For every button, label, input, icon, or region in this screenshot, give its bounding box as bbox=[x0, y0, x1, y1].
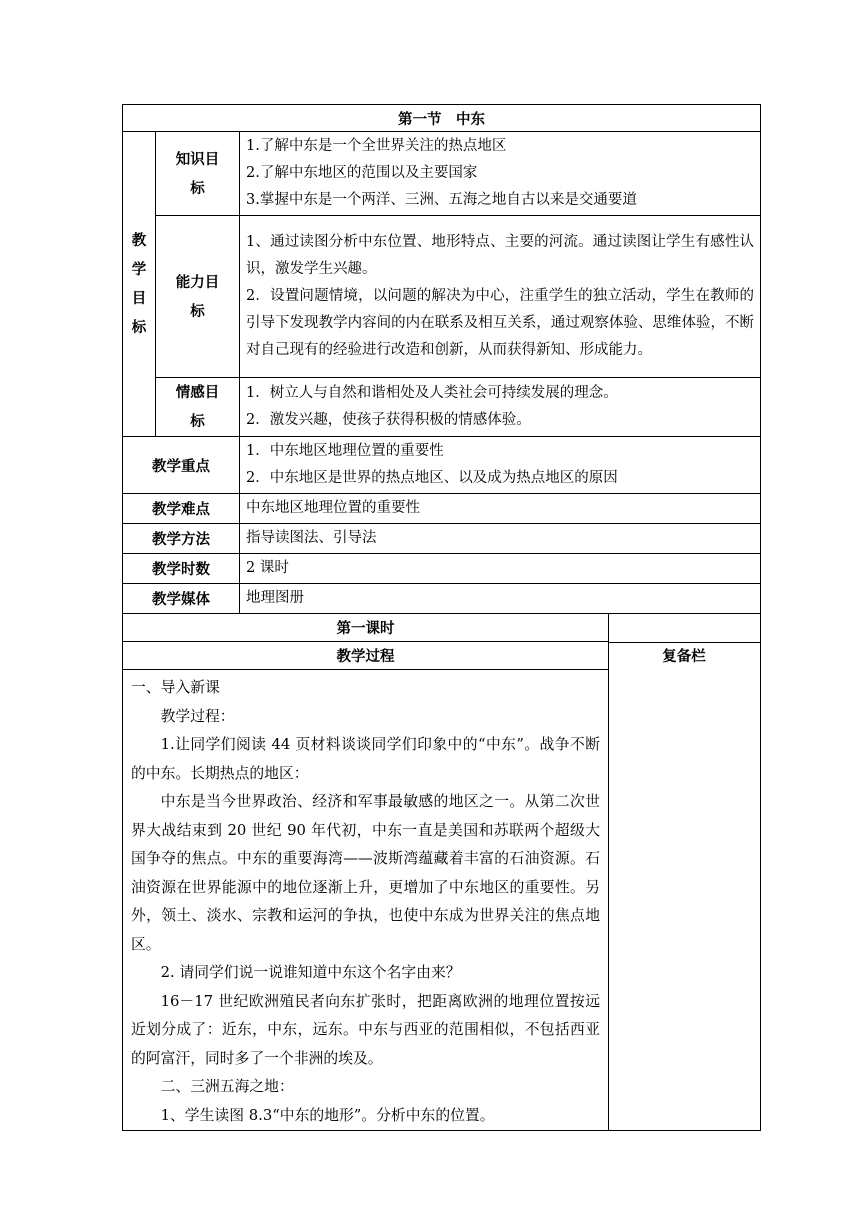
emotion-goal-content bbox=[240, 378, 761, 437]
key-points-label: 教学重点 bbox=[123, 437, 240, 494]
list-item: 1．树立人与自然和谐相处及人类社会可持续发展的理念。 bbox=[246, 385, 618, 401]
lesson-plan-table bbox=[122, 104, 761, 1131]
process-paragraph: 1、学生读图 8.3“中东的地形”。分析中东的位置。 bbox=[160, 1106, 495, 1124]
media-label: 教学媒体 bbox=[123, 584, 240, 614]
media-value: 地理图册 bbox=[240, 584, 761, 614]
list-item: 2.了解中东地区的范围以及主要国家 bbox=[246, 165, 478, 181]
process-header: 教学过程 bbox=[123, 642, 609, 670]
process-paragraph: 2. 请同学们说一说谁知道中东这个名字由来？ bbox=[160, 964, 461, 981]
process-paragraph: 1.让同学们阅读 44 页材料谈谈同学们印象中的“中东”。战争不断的中东。长期热点的地区： bbox=[131, 736, 600, 782]
process-paragraph: 一、导入新课 bbox=[131, 679, 220, 696]
goals-group-label: 教 学 目 标 bbox=[123, 132, 156, 437]
page-title: 第一节 中东 bbox=[123, 105, 761, 132]
list-item: 1.了解中东是一个全世界关注的热点地区 bbox=[246, 138, 507, 154]
list-item: 1、通过读图分析中东位置、地形特点、主要的河流。通过读图让学生有感性认识，激发学生兴趣。 bbox=[246, 234, 754, 277]
hours-label: 教学时数 bbox=[123, 554, 240, 584]
list-item: 2．激发兴趣，使孩子获得积极的情感体验。 bbox=[246, 412, 531, 428]
process-paragraph: 16－17 世纪欧洲殖民者向东扩张时，把距离欧洲的地理位置按远近划分成了：近东，中东，远东。中东与西亚的范围相似，不包括西亚的阿富汗，同时多了一个非洲的埃及。 bbox=[131, 992, 600, 1067]
key-points-content bbox=[240, 437, 761, 494]
hours-value: 2 课时 bbox=[240, 554, 761, 584]
ability-goal-label: 能力目 标 bbox=[156, 216, 240, 378]
difficulty-label: 教学难点 bbox=[123, 494, 240, 524]
process-paragraph: 二、三洲五海之地： bbox=[160, 1078, 294, 1095]
process-paragraph: 中东是当今世界政治、经济和军事最敏感的地区之一。从第二次世界大战结束到 20 世纪 90 年代初，中东一直是美国和苏联两个超级大国争夺的焦点。中东的重要海湾——波斯湾蕴藏着丰富的石油资源。石油资源在世界能源中的地位逐渐上升，更增加了中东地区的重要性。另外，领土、淡水、宗教和运河的争执，也使中东成为世界关注的焦点地区。 bbox=[131, 793, 600, 953]
list-item: 2．设置问题情境，以问题的解决为中心，注重学生的独立活动，学生在教师的引导下发现教学内容间的内在联系及相互关系，通过观察体验、思维体验，不断对自己现有的经验进行改造和创新，从而获得新知、形成能力。 bbox=[246, 288, 754, 358]
review-column bbox=[609, 614, 761, 1131]
knowledge-goal-content bbox=[240, 132, 761, 216]
process-paragraph: 教学过程： bbox=[160, 707, 235, 725]
emotion-goal-label: 情感目 标 bbox=[156, 378, 240, 437]
list-item: 2．中东地区是世界的热点地区、以及成为热点地区的原因 bbox=[246, 470, 618, 486]
review-header: 复备栏 bbox=[608, 642, 760, 671]
list-item: 1．中东地区地理位置的重要性 bbox=[246, 443, 444, 459]
method-label: 教学方法 bbox=[123, 524, 240, 554]
list-item: 3.掌握中东是一个两洋、三洲、五海之地自古以来是交通要道 bbox=[246, 192, 637, 208]
difficulty-value: 中东地区地理位置的重要性 bbox=[240, 494, 761, 524]
process-content bbox=[123, 670, 609, 1131]
lesson-plan-page bbox=[122, 104, 760, 1131]
knowledge-goal-label: 知识目 标 bbox=[156, 132, 240, 216]
method-value: 指导读图法、引导法 bbox=[240, 524, 761, 554]
lesson-title: 第一课时 bbox=[123, 614, 609, 642]
ability-goal-content bbox=[240, 216, 761, 378]
